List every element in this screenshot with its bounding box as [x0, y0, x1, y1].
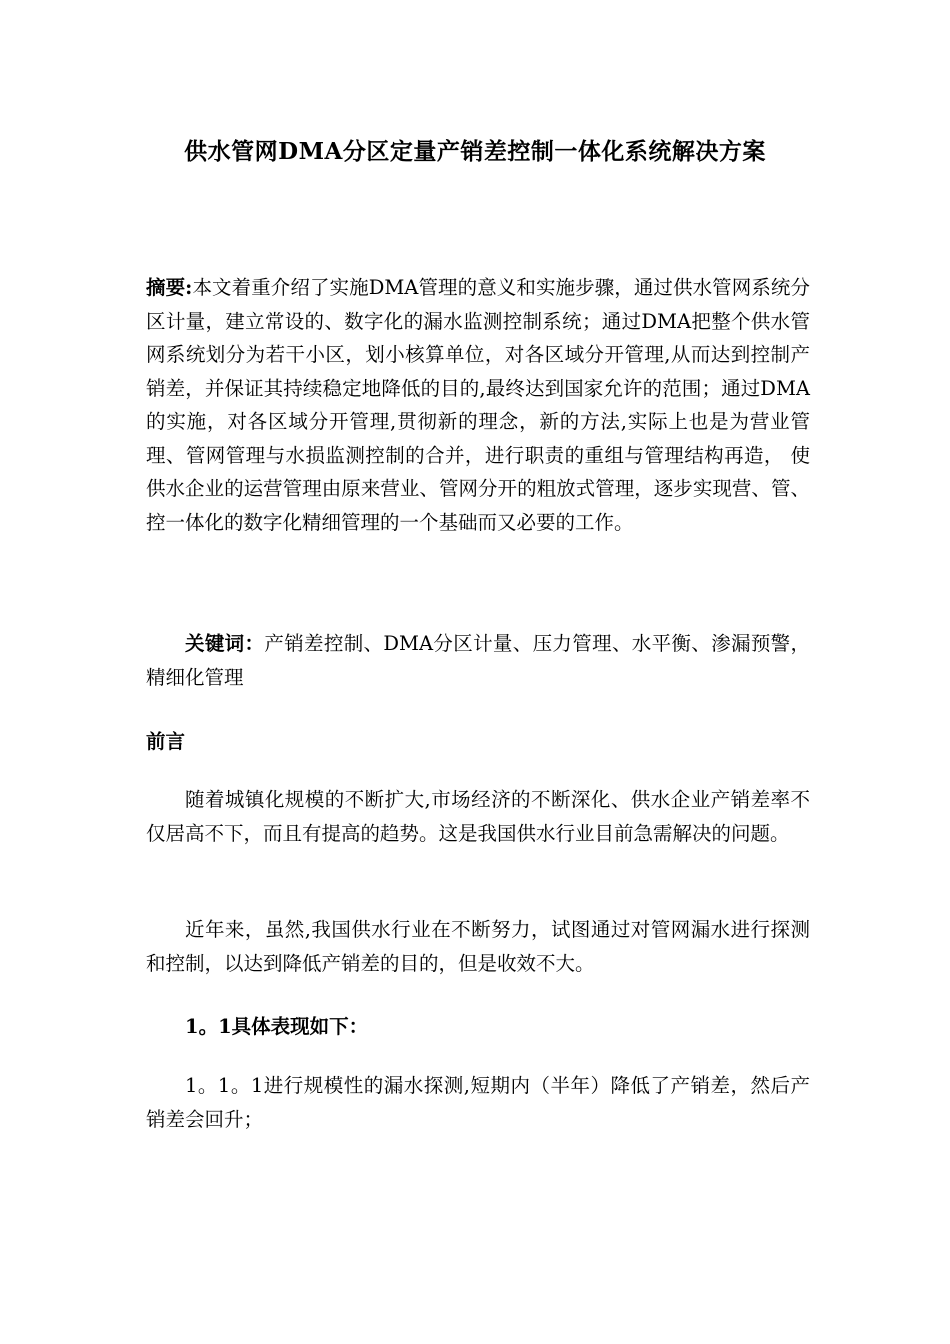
document-title: 供水管网DMA分区定量产销差控制一体化系统解决方案 — [184, 138, 766, 165]
body-paragraph-1: 随着城镇化规模的不断扩大,市场经济的不断深化、供水企业产销差率不仅居高不下，而且有提高的趋势。这是我国供水行业目前急需解决的问题。 — [146, 788, 810, 845]
keywords-paragraph — [146, 627, 810, 694]
abstract-text: 本文着重介绍了实施DMA管理的意义和实施步骤，通过供水管网系统分区计量，建立常设的、数字化的漏水监测控制系统；通过DMA把整个供水管网系统划分为若干小区，划小核算单位，对各区域分开管理,从而达到控制产销差，并保证其持续稳定地降低的目的,最终达到国家允许的范围；通过DMA的实施，对各区域分开管理,贯彻新的理念，新的方法,实际上也是为营业管理、管网管理与水损监测控制的合并，进行职责的重组与管理结构再造， 使供水企业的运营管理由原来营业、管网分开的粗放式管理，逐步实现营、管、控一体化的数字化精细管理的一个基础而又必要的工作。 — [146, 276, 811, 534]
preface-heading: 前言 — [146, 730, 186, 753]
keywords-label: 关键词： — [185, 632, 265, 655]
abstract-label: 摘要: — [146, 276, 193, 299]
abstract-paragraph — [146, 271, 810, 539]
section-heading-1-1: 1。1具体表现如下： — [185, 1015, 369, 1038]
list-item-1-1-1: 1。1。1进行规模性的漏水探测,短期内（半年）降低了产销差，然后产销差会回升； — [146, 1074, 810, 1131]
keywords-text: 产销差控制、DMA分区计量、压力管理、水平衡、渗漏预警，精细化管理 — [146, 632, 810, 689]
body-paragraph-2: 近年来，虽然,我国供水行业在不断努力，试图通过对管网漏水进行探测和控制，以达到降低产销差的目的，但是收效不大。 — [146, 918, 810, 975]
